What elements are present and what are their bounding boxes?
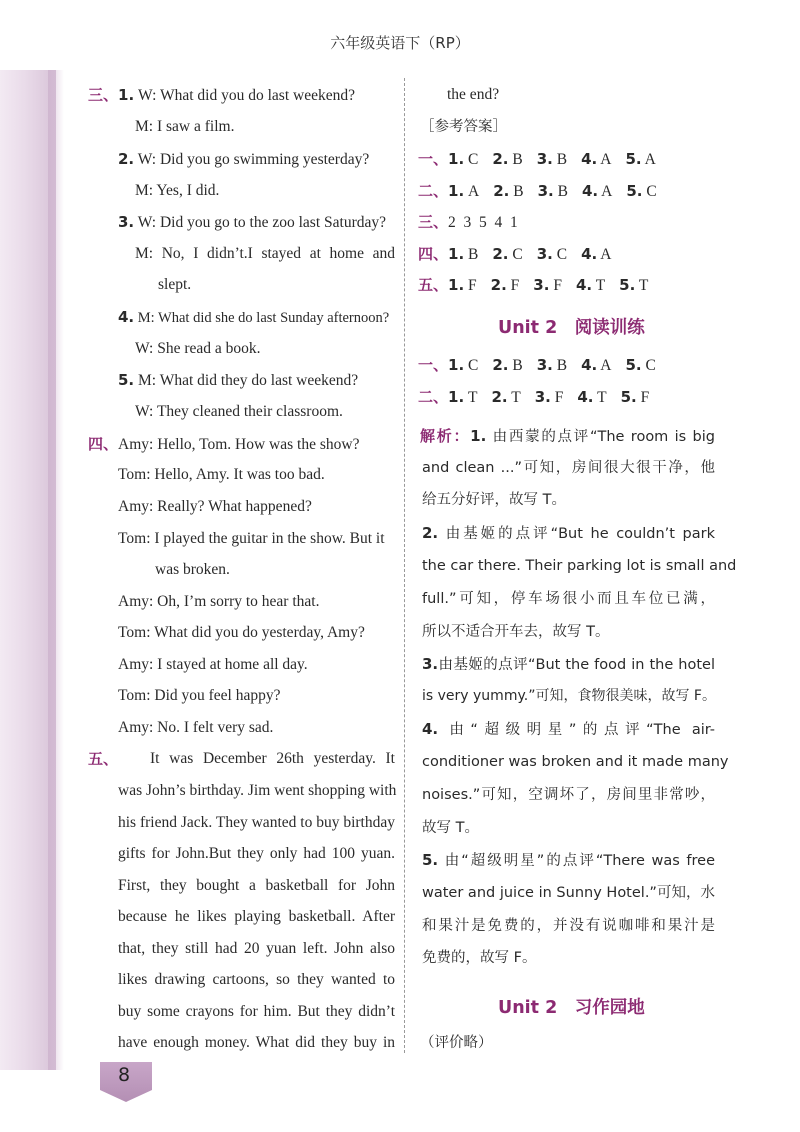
page-number: 8 — [118, 1064, 131, 1086]
explain-text: 由西蒙的点评“The room is big — [492, 429, 715, 445]
answers-heading: ［参考答案］ — [420, 119, 507, 135]
item-number: 3. — [118, 213, 135, 231]
section-label: 一、 — [418, 356, 449, 374]
item-number: 1. — [448, 150, 465, 168]
answer-value: A — [600, 245, 612, 263]
explain-text: 由“超级明星”的点评“There was free — [444, 853, 715, 869]
item-number: 3. — [536, 244, 553, 263]
answer-value: B — [512, 151, 523, 168]
section-label: 五、 — [88, 750, 119, 768]
answer-value: T — [638, 277, 649, 294]
dialogue-line: Amy: I stayed at home all day. — [118, 656, 308, 673]
passage-line: his friend Jack. They wanted to buy birthday — [118, 814, 395, 831]
item-number: 4. — [581, 181, 599, 200]
answer-value: T — [597, 389, 607, 406]
explain-4-line-1 — [422, 719, 715, 740]
item-number: 1. — [470, 427, 487, 445]
answer-value: A — [468, 182, 480, 200]
dialogue-line: Amy: Really? What happened? — [118, 498, 312, 515]
item-number: 1. — [448, 388, 465, 406]
s3-item-4 — [118, 307, 389, 328]
answer-value: A — [600, 357, 612, 374]
item-number: 1. — [448, 356, 465, 374]
item-number: 2. — [492, 150, 509, 168]
passage-line: because he likes playing basketball. After — [118, 908, 395, 925]
dialogue-line: M: What did she do last Sunday afternoon? — [137, 310, 390, 326]
explain-text: conditioner was broken and it made many — [422, 754, 729, 770]
passage-line: have enough money. What did they buy in — [118, 1034, 395, 1051]
passage-line: that, they still had 20 yuan left. John also — [118, 940, 395, 957]
explain-text: is very yummy.”可知，食物很美味，故写 F。 — [422, 688, 716, 704]
item-number: 4. — [581, 356, 598, 374]
answer-row — [418, 355, 670, 376]
section-label: 二、 — [418, 181, 449, 200]
answer-value: A — [644, 151, 656, 168]
explain-text: 免费的，故写 F。 — [422, 950, 537, 966]
answer-value: T — [511, 389, 521, 406]
dialogue-line: Tom: Did you feel happy? — [118, 687, 281, 704]
item-number: 4. — [577, 388, 594, 406]
item-number: 2. — [493, 181, 510, 200]
answer-value: B — [512, 357, 523, 374]
section-label: 四、 — [418, 244, 449, 263]
dialogue-line: M: No, I didn’t.I stayed at home and — [135, 245, 395, 262]
dialogue-line: W: Did you go swimming yesterday? — [137, 151, 370, 168]
s3-item-3 — [118, 212, 386, 233]
item-number: 1. — [118, 86, 135, 104]
dialogue-line: was broken. — [155, 561, 230, 578]
item-number: 4. — [581, 244, 598, 263]
item-number: 3. — [533, 276, 550, 294]
section-label: 三、 — [418, 213, 449, 231]
item-number: 3. — [534, 388, 551, 406]
s3-item-2 — [118, 149, 369, 170]
answer-value: C — [646, 182, 657, 200]
answer-value: B — [557, 182, 568, 200]
explain-text: noises.”可知，空调坏了，房间里非常吵， — [422, 787, 715, 803]
passage-line: likes drawing cartoons, so they wanted to — [118, 971, 395, 988]
passage-line: First, they bought a basketball for John — [118, 877, 395, 894]
answer-value: C — [556, 245, 568, 263]
dialogue-line: M: What did they do last weekend? — [138, 372, 359, 389]
passage-line: It was December 26th yesterday. It — [150, 750, 395, 767]
explain-2-line-1 — [422, 523, 715, 544]
dialogue-line: Tom: Hello, Amy. It was too bad. — [118, 466, 325, 483]
item-number: 2. — [492, 356, 509, 374]
item-number: 5. — [625, 356, 642, 374]
dialogue-line: Tom: I played the guitar in the show. But it — [118, 530, 385, 547]
dialogue-line: M: I saw a film. — [135, 118, 235, 135]
section-label: 四、 — [88, 435, 119, 453]
item-number: 4. — [118, 308, 135, 326]
answer-value: T — [595, 277, 606, 294]
explain-text: 给五分好评，故写 T。 — [422, 492, 566, 508]
unit-title-reading: Unit 2 阅读训练 — [498, 318, 645, 338]
explain-5-line-1 — [422, 850, 715, 871]
s4-line-1 — [88, 434, 359, 455]
page-header: 六年级英语下（RP） — [330, 34, 470, 52]
section-label: 二、 — [418, 388, 449, 406]
explain-text: 故写 T。 — [422, 820, 479, 836]
answer-value: F — [510, 277, 520, 294]
explain-1-line-1 — [420, 426, 715, 447]
answer-value: F — [468, 277, 477, 294]
dialogue-line: slept. — [158, 276, 192, 293]
answer-value: B — [513, 182, 524, 200]
answer-value: B — [556, 151, 568, 168]
answer-row — [418, 212, 518, 233]
explain-text: full.”可知，停车场很小而且车位已满， — [422, 591, 715, 607]
answer-value: F — [640, 389, 650, 406]
answer-value: F — [553, 277, 562, 294]
explain-text: 由“超级明星”的点评“The air- — [449, 722, 716, 738]
answer-value: C — [468, 151, 479, 168]
s3-item-5 — [118, 370, 358, 391]
item-number: 3. — [536, 150, 553, 168]
item-number: 5. — [626, 181, 643, 200]
item-number: 1. — [448, 276, 465, 294]
item-number: 4. — [575, 276, 593, 294]
explain-label: 解析： — [420, 427, 471, 445]
item-number: 5. — [620, 388, 637, 406]
dialogue-line: Amy: Hello, Tom. How was the show? — [118, 436, 360, 453]
s3-item-1 — [88, 85, 355, 106]
item-number: 5. — [619, 276, 636, 294]
answer-row — [418, 387, 663, 408]
answer-value: B — [468, 245, 479, 263]
answer-value: C — [512, 245, 523, 263]
section-label: 一、 — [418, 150, 449, 168]
dialogue-line: Tom: What did you do yesterday, Amy? — [118, 624, 365, 641]
explain-text: 由基姬的点评“But he couldn’t park — [445, 526, 715, 542]
passage-line: buy some crayons for him. But they didn’t — [118, 1003, 395, 1020]
passage-line: was John’s birthday. Jim went shopping with — [118, 782, 397, 799]
answer-row — [418, 181, 671, 202]
item-number: 5. — [422, 851, 439, 869]
answer-sequence: 2 3 5 4 1 — [448, 214, 518, 231]
dialogue-line: W: What did you do last weekend? — [138, 87, 355, 104]
item-number: 3. — [537, 181, 554, 200]
answer-value: A — [600, 151, 612, 168]
item-number: 3. — [536, 356, 553, 374]
explain-text: the car there. Their parking lot is small and — [422, 558, 737, 574]
item-number: 3. — [422, 655, 439, 673]
item-number: 1. — [448, 181, 465, 200]
section-label: 三、 — [88, 86, 119, 104]
item-number: 5. — [625, 150, 642, 168]
answer-value: C — [468, 357, 479, 374]
item-number: 4. — [581, 150, 598, 168]
explain-text: and clean ...”可知，房间很大很干净，他 — [422, 460, 715, 476]
answer-value: C — [645, 357, 656, 374]
dialogue-line: Amy: Oh, I’m sorry to hear that. — [118, 593, 320, 610]
explain-text: 由基姬的点评“But the food in the hotel — [438, 657, 715, 673]
book-spine-edge — [48, 70, 64, 1070]
writing-note: （评价略） — [420, 1035, 493, 1051]
answer-row — [418, 275, 662, 296]
dialogue-line: Amy: No. I felt very sad. — [118, 719, 274, 736]
item-number: 4. — [422, 720, 439, 738]
dialogue-line: W: They cleaned their classroom. — [135, 403, 343, 420]
explain-3-line-1 — [422, 654, 715, 675]
dialogue-line: W: Did you go to the zoo last Saturday? — [137, 214, 386, 231]
unit-title-writing: Unit 2 习作园地 — [498, 998, 645, 1018]
item-number: 2. — [422, 524, 439, 542]
dialogue-line: W: She read a book. — [135, 340, 261, 357]
answer-row — [418, 149, 670, 170]
item-number: 1. — [448, 244, 465, 263]
answer-value: F — [554, 389, 564, 406]
dialogue-line: M: Yes, I did. — [135, 182, 220, 199]
item-number: 5. — [118, 371, 135, 389]
item-number: 2. — [490, 276, 507, 294]
answer-value: T — [468, 389, 478, 406]
passage-continuation: the end? — [447, 86, 500, 103]
explain-text: 所以不适合开车去，故写 T。 — [422, 624, 610, 640]
explain-text: 和果汁是免费的，并没有说咖啡和果汁是 — [422, 918, 715, 934]
explain-text: water and juice in Sunny Hotel.”可知，水 — [422, 885, 715, 901]
answer-value: A — [601, 182, 613, 200]
section-label: 五、 — [418, 276, 449, 294]
answer-row — [418, 244, 625, 265]
item-number: 2. — [491, 388, 508, 406]
item-number: 2. — [118, 150, 135, 168]
item-number: 2. — [492, 244, 509, 263]
answer-value: B — [556, 357, 568, 374]
passage-line: gifts for John.But they only had 100 yuan. — [118, 845, 395, 862]
column-divider — [404, 78, 405, 1053]
